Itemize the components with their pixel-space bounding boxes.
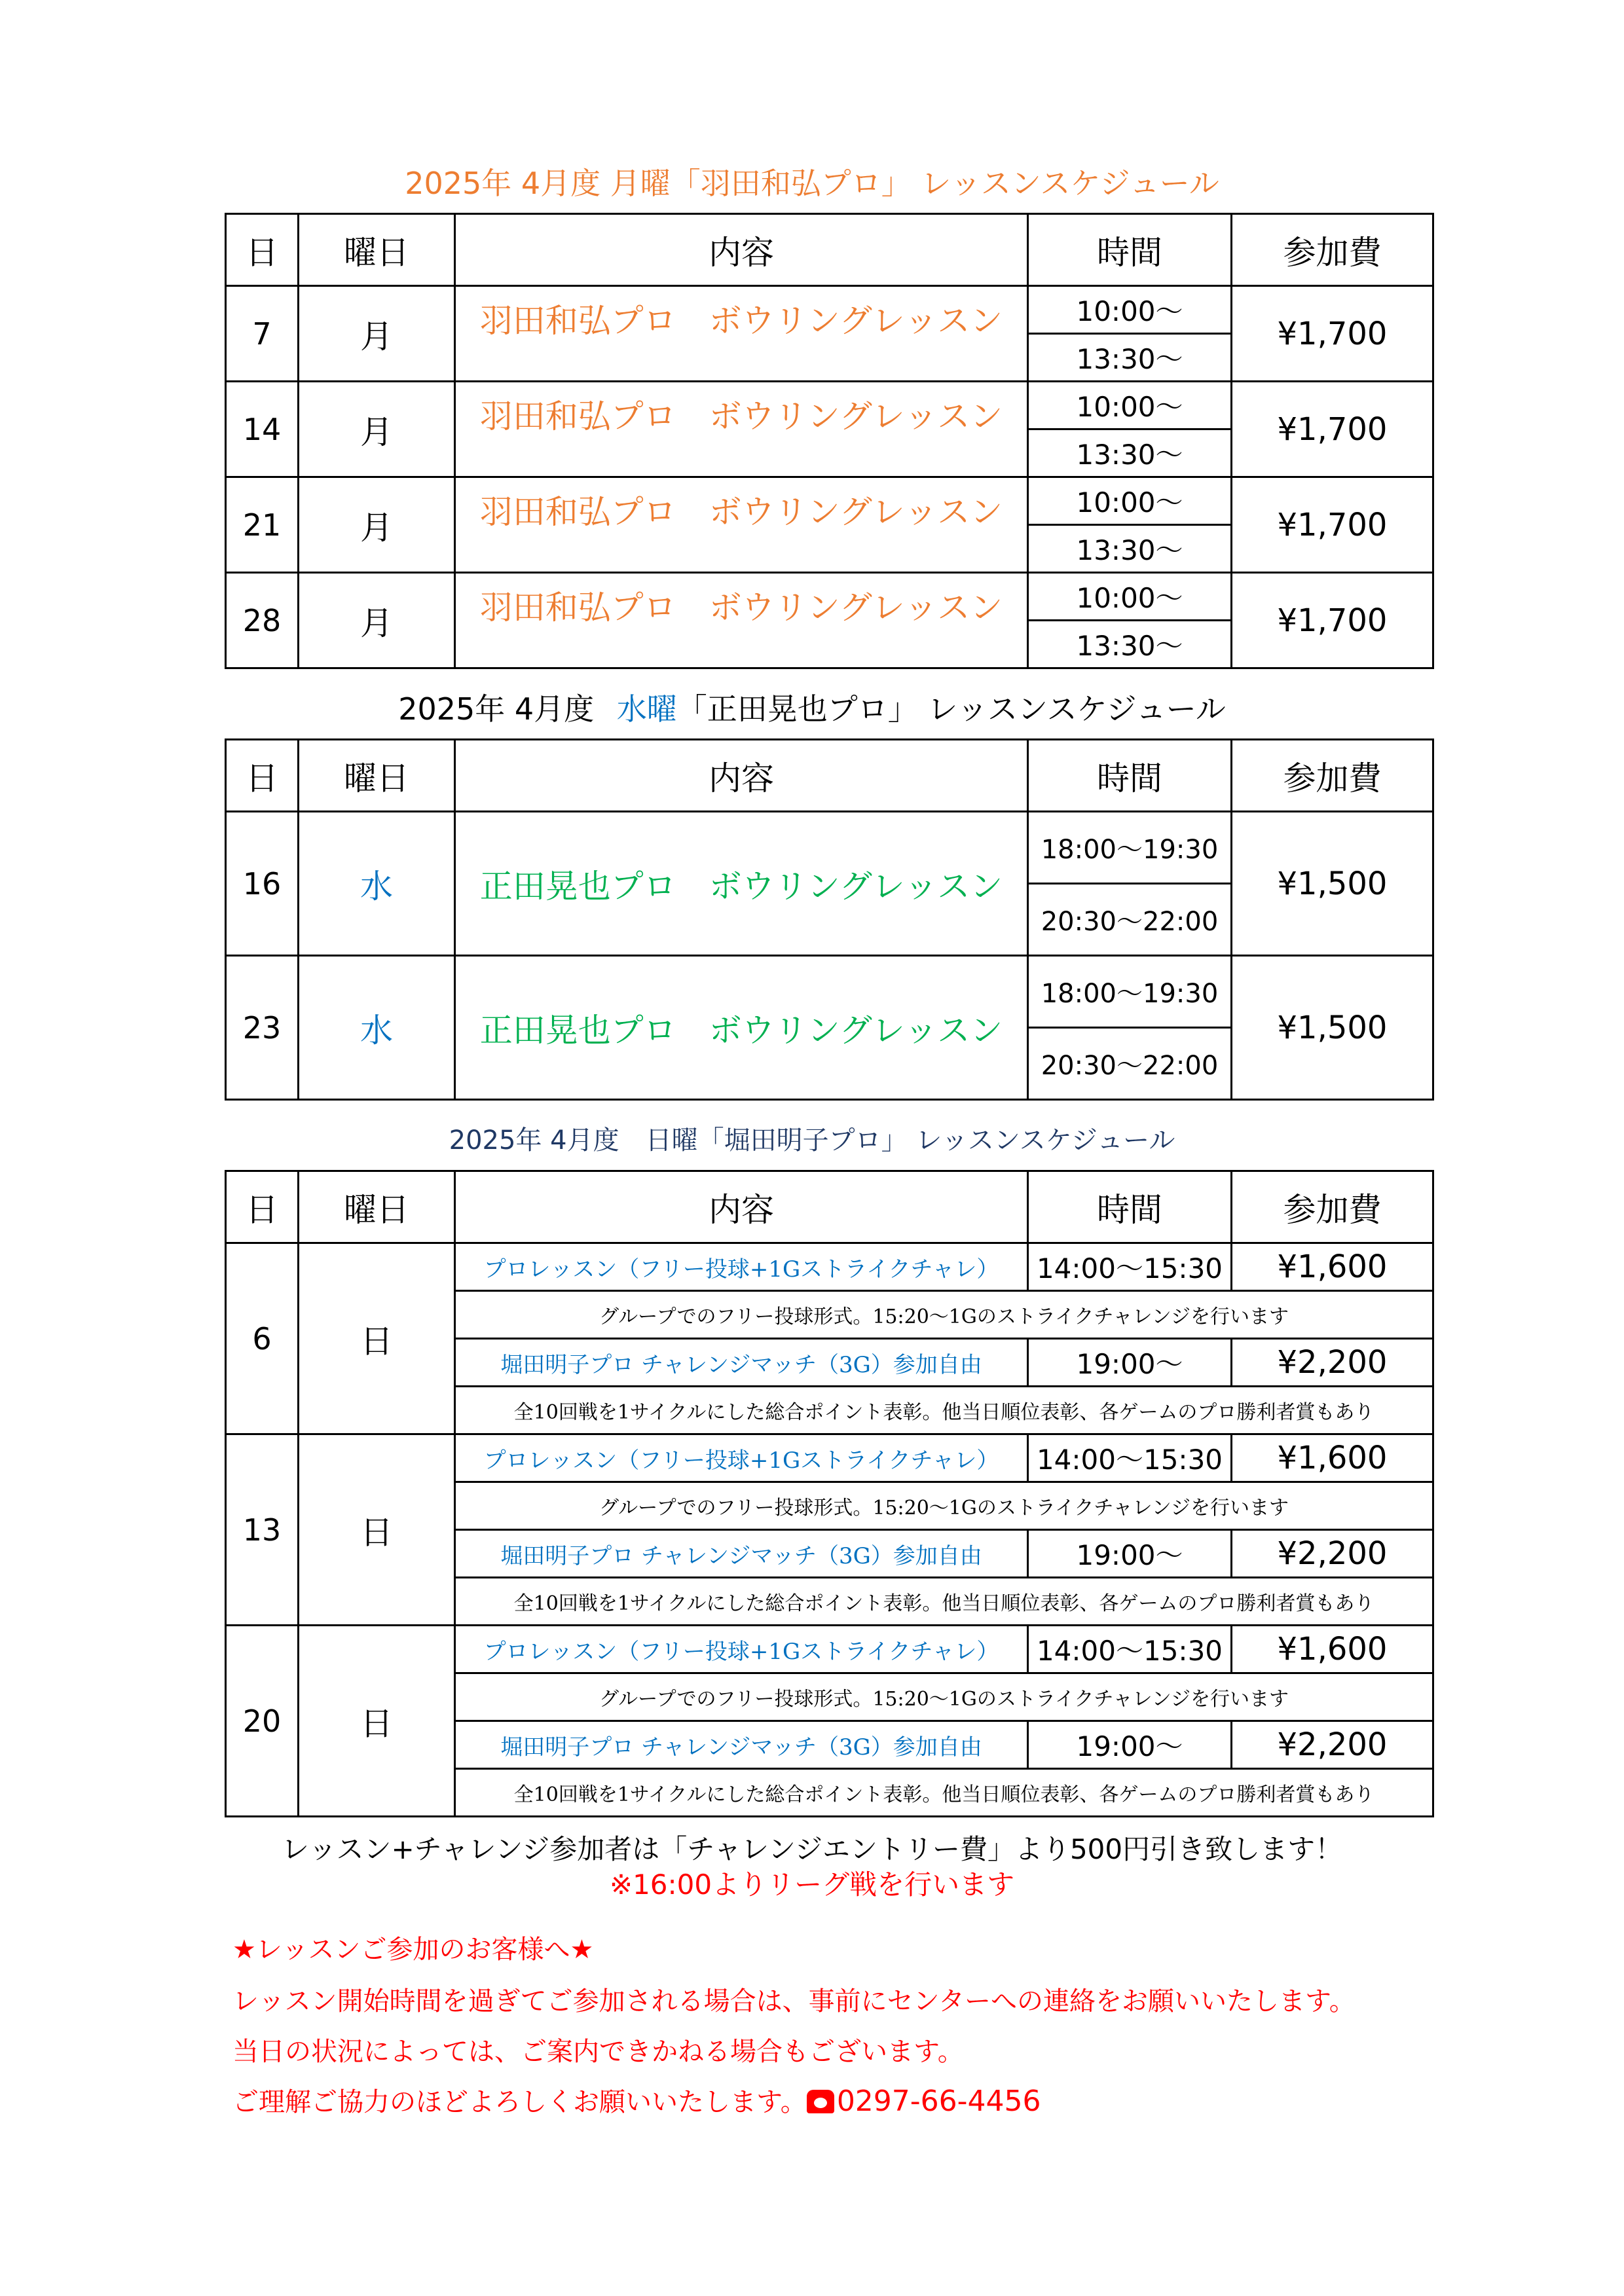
league-note: ※16:00よりリーグ戦を行います bbox=[609, 1868, 1015, 1901]
row-time-1: 10:00～ bbox=[1028, 573, 1232, 621]
row-desc-1: グループでのフリー投球形式。15:20～1Gのストライクチャレンジを行います bbox=[455, 1482, 1433, 1530]
row-time-1: 18:00～19:30 bbox=[1028, 812, 1232, 884]
row-lesson: 羽田和弘プロ ボウリングレッスン bbox=[455, 382, 1028, 477]
row-lesson-1: プロレッスン（フリー投球+1Gストライクチャレ） bbox=[455, 1243, 1028, 1291]
row-weekday: 日 bbox=[299, 1243, 455, 1434]
row-day: 20 bbox=[226, 1626, 299, 1817]
schedule3-table bbox=[225, 1170, 1434, 1817]
table-header-row bbox=[226, 214, 1433, 286]
row-time-1: 18:00～19:30 bbox=[1028, 956, 1232, 1028]
row-lesson-1: プロレッスン（フリー投球+1Gストライクチャレ） bbox=[455, 1434, 1028, 1482]
table-row bbox=[226, 286, 1433, 334]
row-lesson-2: 堀田明子プロ チャレンジマッチ（3G）参加自由 bbox=[455, 1721, 1028, 1769]
schedule3-title bbox=[0, 1120, 1624, 1157]
schedule2-table bbox=[225, 738, 1434, 1101]
schedule1-title bbox=[0, 160, 1624, 203]
header-fee: 参加費 bbox=[1232, 740, 1433, 812]
notes-line-2: 当日の状況によっては、ご案内できかねる場合もございます。 bbox=[232, 2037, 964, 2067]
schedule1-table bbox=[225, 213, 1434, 669]
schedule2-title-suffix: レッスンスケジュール bbox=[927, 691, 1226, 727]
row-day: 28 bbox=[226, 573, 299, 668]
row-fee: ¥1,700 bbox=[1232, 382, 1433, 477]
row-time-1: 14:00～15:30 bbox=[1028, 1434, 1232, 1482]
row-weekday: 水 bbox=[299, 812, 455, 956]
discount-note: レッスン+チャレンジ参加者は「チャレンジエントリー費」より500円引き致します！ bbox=[281, 1833, 1343, 1865]
schedule1-title-suffix: レッスンスケジュール bbox=[921, 166, 1219, 201]
header-time: 時間 bbox=[1028, 214, 1232, 286]
table-row bbox=[226, 1243, 1433, 1291]
table-row bbox=[226, 812, 1433, 884]
table-header-row bbox=[226, 1171, 1433, 1243]
table-row bbox=[226, 382, 1433, 429]
row-desc-2: 全10回戦を1サイクルにした総合ポイント表彰。他当日順位表彰、各ゲームのプロ勝利者賞もあり bbox=[455, 1578, 1433, 1626]
header-content: 内容 bbox=[455, 214, 1028, 286]
header-time: 時間 bbox=[1028, 1171, 1232, 1243]
row-time-1: 10:00～ bbox=[1028, 382, 1232, 429]
schedule2-title-pro: 「正田晃也プロ」 bbox=[676, 691, 918, 727]
header-weekday: 曜日 bbox=[299, 740, 455, 812]
header-weekday: 曜日 bbox=[299, 1171, 455, 1243]
row-fee: ¥1,700 bbox=[1232, 573, 1433, 668]
header-fee: 参加費 bbox=[1232, 214, 1433, 286]
header-day: 日 bbox=[226, 214, 299, 286]
row-time-2: 19:00～ bbox=[1028, 1339, 1232, 1387]
row-day: 23 bbox=[226, 956, 299, 1100]
schedule3-title-text: 2025年 4月度 日曜「堀田明子プロ」 レッスンスケジュール bbox=[449, 1125, 1175, 1156]
table-row bbox=[226, 956, 1433, 1028]
row-fee-1: ¥1,600 bbox=[1232, 1243, 1433, 1291]
row-fee-1: ¥1,600 bbox=[1232, 1626, 1433, 1673]
row-time-2: 13:30～ bbox=[1028, 525, 1232, 573]
row-desc-1: グループでのフリー投球形式。15:20～1Gのストライクチャレンジを行います bbox=[455, 1291, 1433, 1339]
header-fee: 参加費 bbox=[1232, 1171, 1433, 1243]
row-day: 7 bbox=[226, 286, 299, 382]
row-day: 14 bbox=[226, 382, 299, 477]
schedule2-title-weekday: 水曜 bbox=[616, 691, 677, 727]
table-row bbox=[226, 1626, 1433, 1673]
row-desc-1: グループでのフリー投球形式。15:20～1Gのストライクチャレンジを行います bbox=[455, 1673, 1433, 1721]
row-lesson-1: プロレッスン（フリー投球+1Gストライクチャレ） bbox=[455, 1626, 1028, 1673]
row-desc-2: 全10回戦を1サイクルにした総合ポイント表彰。他当日順位表彰、各ゲームのプロ勝利者賞もあり bbox=[455, 1769, 1433, 1817]
row-day: 16 bbox=[226, 812, 299, 956]
telephone-icon bbox=[807, 2090, 834, 2113]
row-weekday: 月 bbox=[299, 382, 455, 477]
header-weekday: 曜日 bbox=[299, 214, 455, 286]
header-day: 日 bbox=[226, 1171, 299, 1243]
schedule1-title-prefix: 2025年 4月度 月曜「羽田和弘プロ」 bbox=[405, 166, 912, 201]
table-row bbox=[226, 1434, 1433, 1482]
header-content: 内容 bbox=[455, 740, 1028, 812]
row-time-2: 13:30～ bbox=[1028, 621, 1232, 668]
row-time-2: 13:30～ bbox=[1028, 429, 1232, 477]
row-fee: ¥1,500 bbox=[1232, 812, 1433, 956]
header-content: 内容 bbox=[455, 1171, 1028, 1243]
row-weekday: 月 bbox=[299, 573, 455, 668]
row-time-2: 20:30～22:00 bbox=[1028, 884, 1232, 956]
row-lesson: 羽田和弘プロ ボウリングレッスン bbox=[455, 573, 1028, 668]
row-lesson: 正田晃也プロ ボウリングレッスン bbox=[455, 956, 1028, 1100]
header-day: 日 bbox=[226, 740, 299, 812]
row-day: 13 bbox=[226, 1434, 299, 1626]
row-time-2: 19:00～ bbox=[1028, 1721, 1232, 1769]
row-day: 6 bbox=[226, 1243, 299, 1434]
row-fee-2: ¥2,200 bbox=[1232, 1339, 1433, 1387]
row-day: 21 bbox=[226, 477, 299, 573]
row-fee-2: ¥2,200 bbox=[1232, 1530, 1433, 1578]
notes-line-1: レッスン開始時間を過ぎてご参加される場合は、事前にセンターへの連絡をお願いいたします。 bbox=[232, 1986, 1356, 2016]
notes-heading: ★レッスンご参加のお客様へ★ bbox=[232, 1935, 594, 1965]
row-fee: ¥1,700 bbox=[1232, 286, 1433, 382]
row-time-2: 13:30～ bbox=[1028, 334, 1232, 382]
row-lesson-2: 堀田明子プロ チャレンジマッチ（3G）参加自由 bbox=[455, 1339, 1028, 1387]
row-desc-2: 全10回戦を1サイクルにした総合ポイント表彰。他当日順位表彰、各ゲームのプロ勝利者賞もあり bbox=[455, 1387, 1433, 1434]
row-weekday: 日 bbox=[299, 1434, 455, 1626]
row-time-1: 10:00～ bbox=[1028, 286, 1232, 334]
notes-line-3 bbox=[232, 2081, 1041, 2119]
row-lesson-2: 堀田明子プロ チャレンジマッチ（3G）参加自由 bbox=[455, 1530, 1028, 1578]
row-time-1: 10:00～ bbox=[1028, 477, 1232, 525]
table-row bbox=[226, 477, 1433, 525]
row-fee-2: ¥2,200 bbox=[1232, 1721, 1433, 1769]
row-time-1: 14:00～15:30 bbox=[1028, 1243, 1232, 1291]
notes-line-3-text: ご理解ご協力のほどよろしくお願いいたします。 bbox=[232, 2087, 807, 2117]
phone-number: 0297-66-4456 bbox=[836, 2085, 1041, 2118]
row-weekday: 月 bbox=[299, 477, 455, 573]
row-fee: ¥1,500 bbox=[1232, 956, 1433, 1100]
row-weekday: 水 bbox=[299, 956, 455, 1100]
schedule2-title-prefix: 2025年 4月度 bbox=[398, 691, 595, 727]
row-time-1: 14:00～15:30 bbox=[1028, 1626, 1232, 1673]
row-fee-1: ¥1,600 bbox=[1232, 1434, 1433, 1482]
table-header-row bbox=[226, 740, 1433, 812]
table-row bbox=[226, 573, 1433, 621]
row-lesson: 羽田和弘プロ ボウリングレッスン bbox=[455, 286, 1028, 382]
header-time: 時間 bbox=[1028, 740, 1232, 812]
row-lesson: 羽田和弘プロ ボウリングレッスン bbox=[455, 477, 1028, 573]
row-lesson: 正田晃也プロ ボウリングレッスン bbox=[455, 812, 1028, 956]
row-weekday: 日 bbox=[299, 1626, 455, 1817]
row-time-2: 20:30～22:00 bbox=[1028, 1028, 1232, 1100]
row-weekday: 月 bbox=[299, 286, 455, 382]
row-time-2: 19:00～ bbox=[1028, 1530, 1232, 1578]
row-fee: ¥1,700 bbox=[1232, 477, 1433, 573]
schedule2-title bbox=[0, 685, 1624, 729]
